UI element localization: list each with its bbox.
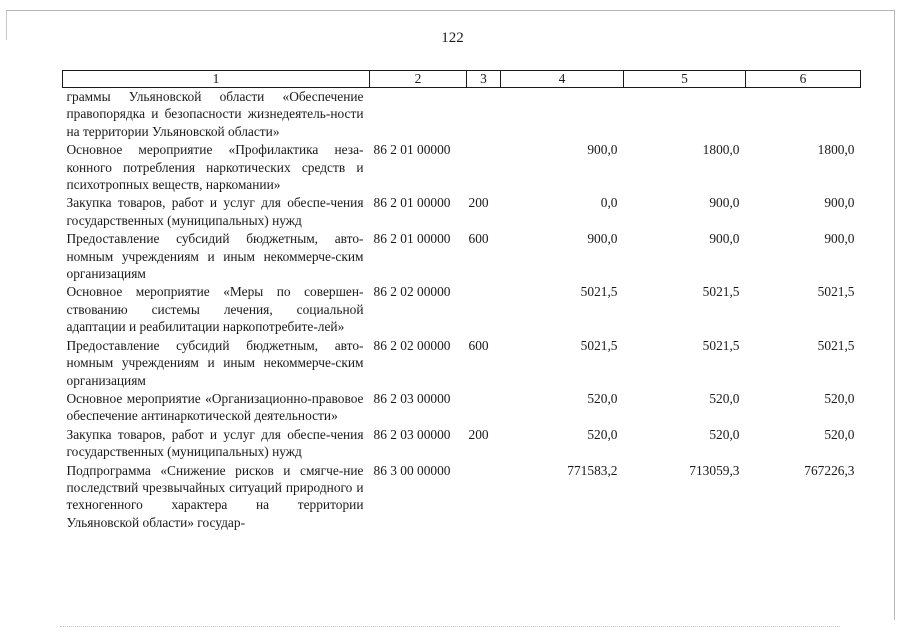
row-code: 86 2 02 00000 xyxy=(373,284,451,300)
row-value-2: 5021,5 xyxy=(702,337,740,353)
row-name: Закупка товаров, работ и услуг для обеспе-чения государственных (муниципальных) нужд xyxy=(66,426,364,460)
row-expense-type: 600 xyxy=(468,231,489,247)
table-row xyxy=(63,229,861,282)
column-header: 2 xyxy=(370,71,467,88)
row-value-2: 713059,3 xyxy=(689,462,740,478)
row-value-2: 900,0 xyxy=(709,195,740,211)
table-row xyxy=(63,140,861,193)
column-header: 3 xyxy=(467,71,501,88)
table-row xyxy=(63,461,861,532)
row-code: 86 2 03 00000 xyxy=(373,390,451,406)
table-row xyxy=(63,425,861,461)
column-header: 4 xyxy=(501,71,624,88)
row-value-3: 5021,5 xyxy=(817,337,855,353)
row-value-1: 900,0 xyxy=(587,231,618,247)
row-name: граммы Ульяновской области «Обеспечение правопорядка и безопасности жизнедеятель-ности на территории Ульяновской области» xyxy=(66,89,364,139)
row-expense-type xyxy=(467,282,501,335)
row-expense-type: 600 xyxy=(468,337,489,353)
row-value-3: 767226,3 xyxy=(804,462,855,478)
row-expense-type xyxy=(467,461,501,532)
page-number: 122 xyxy=(441,30,464,46)
row-name: Основное мероприятие «Меры по совершен-ствованию системы лечения, социальной адаптации и реабилитации наркопотребите-лей» xyxy=(66,284,364,335)
column-header: 1 xyxy=(63,71,370,88)
row-value-1: 520,0 xyxy=(587,390,618,406)
table-header-row xyxy=(63,71,861,88)
column-header: 6 xyxy=(746,71,861,88)
scan-edge-line xyxy=(60,626,840,629)
row-code: 86 2 03 00000 xyxy=(373,426,451,442)
row-name: Предоставление субсидий бюджетным, авто-номным учреждениям и иным некоммерче-ским организациям xyxy=(66,337,364,388)
row-value-3: 1800,0 xyxy=(817,142,855,158)
row-value-2: 520,0 xyxy=(709,426,740,442)
row-value-1 xyxy=(501,88,624,141)
table-row xyxy=(63,88,861,141)
row-value-1: 771583,2 xyxy=(567,462,618,478)
column-header: 5 xyxy=(624,71,746,88)
row-expense-type xyxy=(467,389,501,425)
row-value-2: 1800,0 xyxy=(702,142,740,158)
row-code: 86 2 02 00000 xyxy=(373,337,451,353)
row-value-2: 5021,5 xyxy=(702,284,740,300)
row-value-2: 900,0 xyxy=(709,231,740,247)
row-value-1: 520,0 xyxy=(587,426,618,442)
budget-table xyxy=(62,70,861,531)
row-code: 86 2 01 00000 xyxy=(373,231,451,247)
table-row xyxy=(63,336,861,389)
row-expense-type xyxy=(467,140,501,193)
row-value-1: 900,0 xyxy=(587,142,618,158)
row-value-1: 5021,5 xyxy=(580,284,618,300)
table-row xyxy=(63,282,861,335)
row-code xyxy=(370,88,467,141)
row-name: Основное мероприятие «Профилактика неза-конного потребления наркотических средств и психотропных веществ, наркомании» xyxy=(66,142,364,193)
row-value-1: 5021,5 xyxy=(580,337,618,353)
row-expense-type xyxy=(467,88,501,141)
row-expense-type: 200 xyxy=(468,195,489,211)
row-value-3 xyxy=(746,88,861,141)
row-name: Подпрограмма «Снижение рисков и смягче-ние последствий чрезвычайных ситуаций природного и техногенного характера на территории Ульяновской области» государ- xyxy=(66,462,364,530)
row-value-3: 900,0 xyxy=(824,231,855,247)
row-name: Предоставление субсидий бюджетным, авто-номным учреждениям и иным некоммерче-ским организациям xyxy=(66,231,364,282)
row-code: 86 3 00 00000 xyxy=(373,462,451,478)
table-row xyxy=(63,193,861,229)
row-value-3: 520,0 xyxy=(824,426,855,442)
row-code: 86 2 01 00000 xyxy=(373,195,451,211)
row-value-2: 520,0 xyxy=(709,390,740,406)
row-value-1: 0,0 xyxy=(600,195,618,211)
row-name: Основное мероприятие «Организационно-правовое обеспечение антинаркотической деятельности» xyxy=(66,390,364,424)
row-expense-type: 200 xyxy=(468,426,489,442)
row-value-3: 520,0 xyxy=(824,390,855,406)
row-value-3: 900,0 xyxy=(824,195,855,211)
page-frame-right-line xyxy=(894,10,895,620)
table-row xyxy=(63,389,861,425)
row-code: 86 2 01 00000 xyxy=(373,142,451,158)
row-name: Закупка товаров, работ и услуг для обеспе-чения государственных (муниципальных) нужд xyxy=(66,195,364,228)
row-value-2 xyxy=(624,88,746,141)
row-value-3: 5021,5 xyxy=(817,284,855,300)
page-frame-top-line xyxy=(6,10,894,11)
